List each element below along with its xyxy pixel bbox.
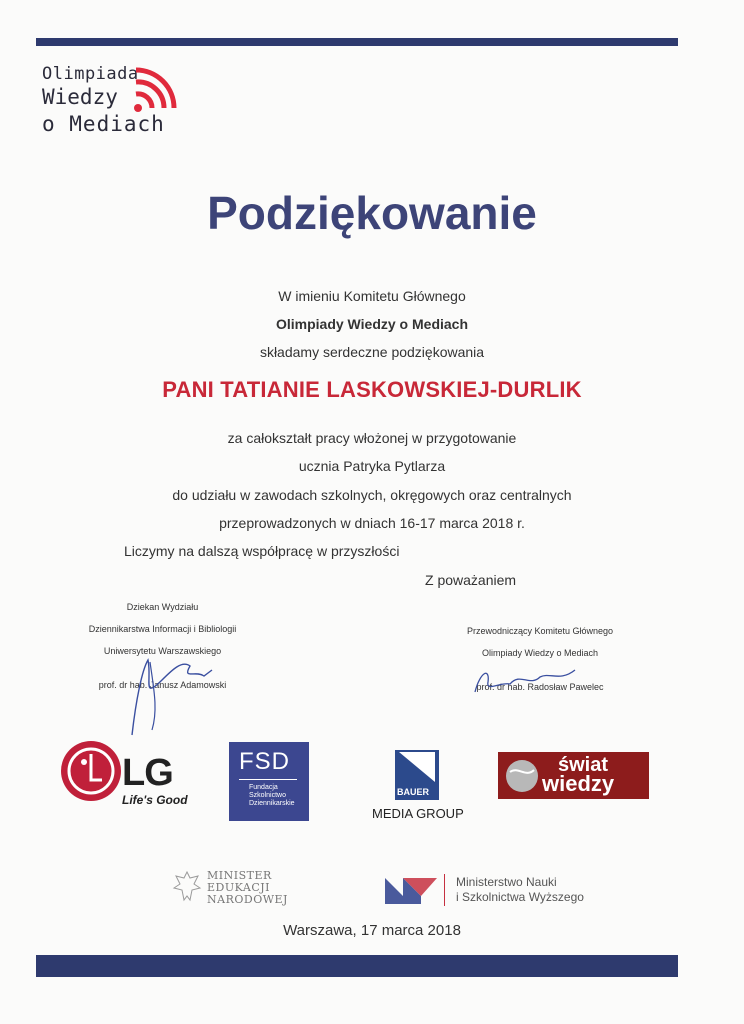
signature-left-name: prof. dr hab. Janusz Adamowski xyxy=(98,680,227,690)
olimpiada-logo xyxy=(42,64,165,136)
signature-left-title-2: Dziennikarstwa Informacji i Bibliologii xyxy=(88,624,237,634)
signature-left-title-3: Uniwersytetu Warszawskiego xyxy=(103,646,222,656)
signature-left-title-1: Dziekan Wydziału xyxy=(126,602,199,612)
men-line-2: EDUKACJI xyxy=(207,881,271,894)
mnisw-emblem-icon xyxy=(383,874,439,906)
bauer-subtitle: MEDIA GROUP xyxy=(372,806,464,821)
fsd-subtitle xyxy=(249,784,295,808)
men-line-3: NARODOWEJ xyxy=(207,893,288,906)
top-border-bar xyxy=(36,38,678,46)
fsd-line-2: Szkolnictwo xyxy=(249,792,286,799)
swiat-line-1: świat xyxy=(558,754,609,776)
lg-tagline: Life's Good xyxy=(122,793,188,807)
intro-line-2: Olimpiady Wiedzy o Mediach xyxy=(275,316,469,332)
eagle-emblem-icon xyxy=(172,870,202,904)
logo-line-3: o Mediach xyxy=(42,112,165,136)
intro-line-3: składamy serdeczne podziękowania xyxy=(259,344,485,360)
intro-line-1: W imieniu Komitetu Głównego xyxy=(278,288,466,304)
globe-icon xyxy=(504,758,540,794)
lg-logo-icon xyxy=(60,740,122,802)
bauer-triangle-icon xyxy=(395,750,439,786)
fsd-divider xyxy=(239,779,297,780)
mnisw-logo xyxy=(456,875,584,905)
body-line-1: za całokształt pracy włożonej w przygotowanie xyxy=(227,430,517,446)
body-line-4: przeprowadzonych w dniach 16-17 marca 2018 r. xyxy=(219,515,525,531)
body-line-3: do udziału w zawodach szkolnych, okręgowych oraz centralnych xyxy=(172,487,572,503)
signature-right-name: prof. dr hab. Radosław Pawelec xyxy=(476,682,604,692)
signature-right-title-1: Przewodniczący Komitetu Głównego xyxy=(466,626,614,636)
closing-line: Z poważaniem xyxy=(425,572,517,588)
logo-line-1: Olimpiada xyxy=(42,64,139,84)
swiat-wiedzy-logo xyxy=(498,752,649,799)
fsd-line-3: Dziennikarskie xyxy=(249,800,295,807)
fsd-line-1: Fundacja xyxy=(249,784,278,791)
recipient-name: PANI TATIANIE LASKOWSKIEJ-DURLIK xyxy=(162,377,582,402)
body-line-5: Liczymy na dalszą współpracę w przyszłości xyxy=(124,543,400,559)
mnisw-line-2: i Szkolnictwa Wyższego xyxy=(456,890,584,904)
lg-brand: LG xyxy=(122,752,173,794)
swiat-line-2: wiedzy xyxy=(542,771,615,796)
signature-right-title-2: Olimpiady Wiedzy o Mediach xyxy=(481,648,599,658)
issue-date: Warszawa, 17 marca 2018 xyxy=(283,922,461,939)
mnisw-line-1: Ministerstwo Nauki xyxy=(456,875,557,889)
page-title: Podziękowanie xyxy=(207,187,537,239)
men-line-1: MINISTER xyxy=(207,869,272,882)
mnisw-divider xyxy=(444,874,445,906)
logo-line-2: Wiedzy xyxy=(42,85,118,109)
body-line-2: ucznia Patryka Pytlarza xyxy=(298,458,446,474)
fsd-brand: FSD xyxy=(239,748,290,775)
signal-waves-icon xyxy=(132,66,177,116)
bottom-border-bar xyxy=(36,955,678,977)
fsd-logo xyxy=(229,742,309,821)
handwritten-signature-left xyxy=(112,640,222,740)
handwritten-signature-right xyxy=(470,662,580,702)
bauer-brand: BAUER xyxy=(397,787,430,797)
men-logo xyxy=(207,870,288,906)
